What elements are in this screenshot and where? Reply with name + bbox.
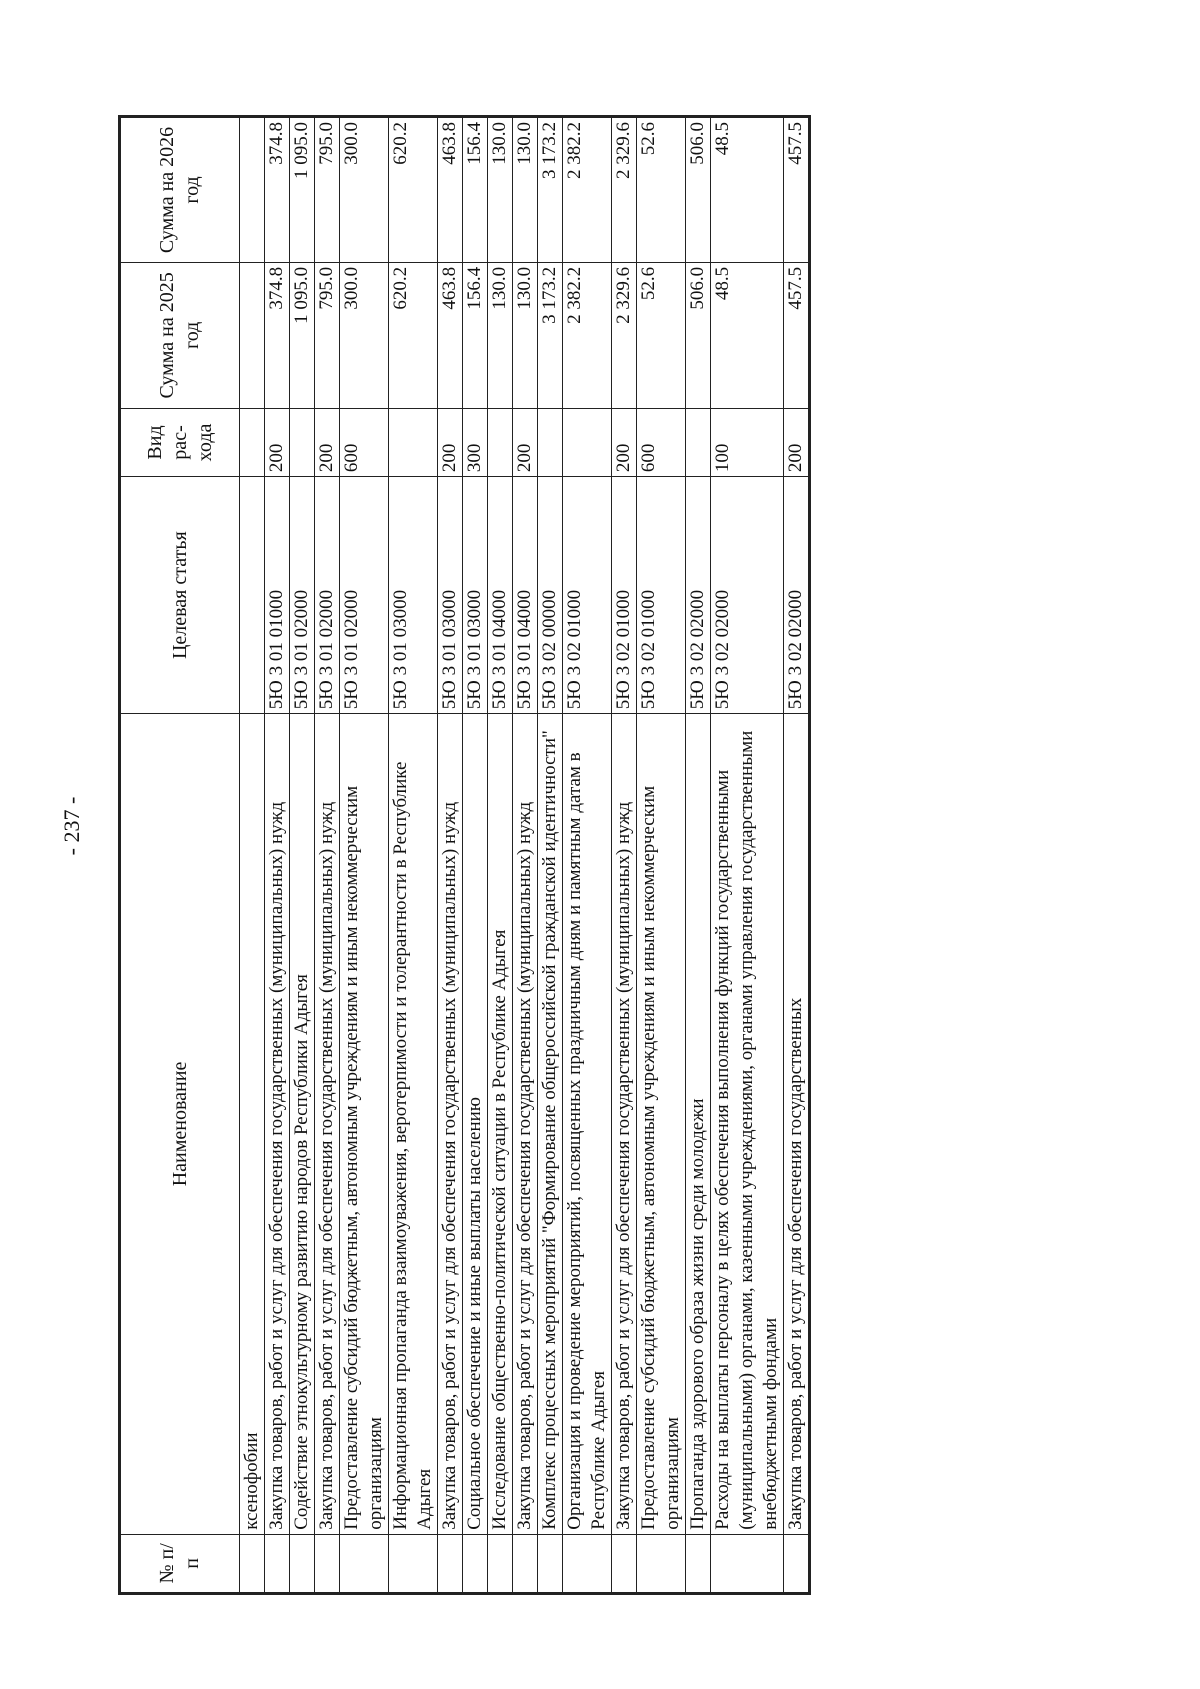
cell-vid: 200 <box>784 408 810 476</box>
table-row <box>438 117 463 1594</box>
cell-name: Расходы на выплаты персоналу в целях обеспечения выполнения функций государственными (муниципальными) органами, казенными учреждениями, органами управления государственными внебюджетными фондами <box>711 714 784 1535</box>
cell-vid: 200 <box>315 408 340 476</box>
cell-sum-2026: 506.0 <box>686 117 711 263</box>
table-row <box>265 117 290 1594</box>
cell-code: 5Ю 3 01 02000 <box>340 477 389 714</box>
cell-vid: 200 <box>612 408 637 476</box>
cell-name: Организация и проведение мероприятий, посвященных праздничным дням и памятным датам в Республике Адыгея <box>563 714 612 1535</box>
cell-no <box>340 1534 389 1593</box>
table-row <box>488 117 513 1594</box>
cell-name: Комплекс процессных мероприятий "Формирование общероссийской гражданской идентичности" <box>538 714 563 1535</box>
cell-sum-2025: 374.8 <box>265 262 290 408</box>
cell-code: 5Ю 3 01 02000 <box>290 477 315 714</box>
table-row <box>784 117 810 1594</box>
cell-vid: 600 <box>340 408 389 476</box>
table-row <box>463 117 488 1594</box>
table-row <box>686 117 711 1594</box>
cell-vid <box>240 408 265 476</box>
cell-no <box>686 1534 711 1593</box>
cell-sum-2025: 3 173.2 <box>538 262 563 408</box>
cell-name: Закупка товаров, работ и услуг для обеспечения государственных (муниципальных) нужд <box>315 714 340 1535</box>
cell-sum-2026: 2 329.6 <box>612 117 637 263</box>
cell-name: Закупка товаров, работ и услуг для обеспечения государственных (муниципальных) нужд <box>265 714 290 1535</box>
cell-no <box>563 1534 612 1593</box>
cell-no <box>784 1534 810 1593</box>
cell-sum-2026: 130.0 <box>513 117 538 263</box>
cell-name: Предоставление субсидий бюджетным, автономным учреждениям и иным некоммерческим организациям <box>637 714 686 1535</box>
table-row <box>513 117 538 1594</box>
table-row <box>637 117 686 1594</box>
cell-name: Содействие этнокультурному развитию народов Республики Адыгея <box>290 714 315 1535</box>
table-row <box>340 117 389 1594</box>
budget-table <box>118 115 811 1595</box>
cell-vid: 100 <box>711 408 784 476</box>
cell-name: Закупка товаров, работ и услуг для обеспечения государственных (муниципальных) нужд <box>612 714 637 1535</box>
cell-vid <box>290 408 315 476</box>
cell-no <box>637 1534 686 1593</box>
cell-sum-2026: 2 382.2 <box>563 117 612 263</box>
cell-sum-2025: 2 329.6 <box>612 262 637 408</box>
table-row <box>612 117 637 1594</box>
cell-sum-2026: 620.2 <box>389 117 438 263</box>
cell-sum-2025: 463.8 <box>438 262 463 408</box>
header-sum-2025: Сумма на 2025 год <box>120 262 240 408</box>
cell-vid <box>538 408 563 476</box>
cell-sum-2026: 156.4 <box>463 117 488 263</box>
cell-sum-2025: 48.5 <box>711 262 784 408</box>
header-vid: Вид рас-хода <box>120 408 240 476</box>
cell-sum-2025: 52.6 <box>637 262 686 408</box>
cell-name: Предоставление субсидий бюджетным, автономным учреждениям и иным некоммерческим организациям <box>340 714 389 1535</box>
cell-vid: 200 <box>513 408 538 476</box>
cell-name: Исследование общественно-политической ситуации в Республике Адыгея <box>488 714 513 1535</box>
cell-vid <box>488 408 513 476</box>
table-header-row <box>120 117 240 1594</box>
cell-no <box>290 1534 315 1593</box>
cell-sum-2025: 457.5 <box>784 262 810 408</box>
cell-no <box>711 1534 784 1593</box>
cell-vid: 200 <box>438 408 463 476</box>
table-row <box>315 117 340 1594</box>
table-row <box>389 117 438 1594</box>
cell-code: 5Ю 3 01 04000 <box>513 477 538 714</box>
cell-code: 5Ю 3 02 02000 <box>686 477 711 714</box>
cell-sum-2026 <box>240 117 265 263</box>
cell-vid <box>686 408 711 476</box>
cell-vid: 600 <box>637 408 686 476</box>
table-row <box>538 117 563 1594</box>
cell-sum-2026: 48.5 <box>711 117 784 263</box>
cell-name: ксенофобии <box>240 714 265 1535</box>
cell-no <box>612 1534 637 1593</box>
budget-table-wrapper <box>118 115 1058 1595</box>
cell-code: 5Ю 3 02 02000 <box>784 477 810 714</box>
cell-sum-2026: 463.8 <box>438 117 463 263</box>
cell-code: 5Ю 3 01 03000 <box>389 477 438 714</box>
cell-sum-2025: 130.0 <box>513 262 538 408</box>
cell-sum-2026: 795.0 <box>315 117 340 263</box>
cell-sum-2025: 795.0 <box>315 262 340 408</box>
cell-vid <box>389 408 438 476</box>
table-row <box>240 117 265 1594</box>
cell-vid <box>563 408 612 476</box>
cell-no <box>488 1534 513 1593</box>
cell-name: Социальное обеспечение и иные выплаты населению <box>463 714 488 1535</box>
cell-no <box>240 1534 265 1593</box>
cell-no <box>463 1534 488 1593</box>
cell-vid: 300 <box>463 408 488 476</box>
cell-sum-2026: 3 173.2 <box>538 117 563 263</box>
cell-sum-2025: 156.4 <box>463 262 488 408</box>
cell-code: 5Ю 3 01 04000 <box>488 477 513 714</box>
cell-code <box>240 477 265 714</box>
header-code: Целевая статья <box>120 477 240 714</box>
cell-no <box>538 1534 563 1593</box>
cell-sum-2026: 52.6 <box>637 117 686 263</box>
cell-sum-2025: 1 095.0 <box>290 262 315 408</box>
header-name: Наименование <box>120 714 240 1535</box>
cell-sum-2025: 620.2 <box>389 262 438 408</box>
cell-sum-2026: 300.0 <box>340 117 389 263</box>
cell-name: Закупка товаров, работ и услуг для обеспечения государственных <box>784 714 810 1535</box>
cell-vid: 200 <box>265 408 290 476</box>
table-row <box>563 117 612 1594</box>
cell-name: Закупка товаров, работ и услуг для обеспечения государственных (муниципальных) нужд <box>438 714 463 1535</box>
cell-no <box>315 1534 340 1593</box>
cell-no <box>438 1534 463 1593</box>
cell-code: 5Ю 3 01 02000 <box>315 477 340 714</box>
cell-no <box>513 1534 538 1593</box>
table-row <box>290 117 315 1594</box>
table-body <box>240 117 810 1594</box>
cell-sum-2025: 2 382.2 <box>563 262 612 408</box>
table-row <box>711 117 784 1594</box>
cell-sum-2026: 1 095.0 <box>290 117 315 263</box>
header-sum-2026: Сумма на 2026 год <box>120 117 240 263</box>
cell-no <box>389 1534 438 1593</box>
cell-sum-2025: 506.0 <box>686 262 711 408</box>
cell-no <box>265 1534 290 1593</box>
cell-sum-2025 <box>240 262 265 408</box>
cell-code: 5Ю 3 02 01000 <box>637 477 686 714</box>
cell-code: 5Ю 3 01 03000 <box>438 477 463 714</box>
page-number: - 237 - <box>59 796 84 856</box>
cell-sum-2025: 300.0 <box>340 262 389 408</box>
cell-code: 5Ю 3 02 01000 <box>563 477 612 714</box>
cell-sum-2025: 130.0 <box>488 262 513 408</box>
header-no: № п/п <box>120 1534 240 1593</box>
cell-name: Пропаганда здорового образа жизни среди молодежи <box>686 714 711 1535</box>
cell-code: 5Ю 3 02 02000 <box>711 477 784 714</box>
cell-name: Закупка товаров, работ и услуг для обеспечения государственных (муниципальных) нужд <box>513 714 538 1535</box>
cell-sum-2026: 374.8 <box>265 117 290 263</box>
cell-name: Информационная пропаганда взаимоуважения, веротерпимости и толерантности в Республике Адыгея <box>389 714 438 1535</box>
cell-sum-2026: 130.0 <box>488 117 513 263</box>
cell-code: 5Ю 3 01 03000 <box>463 477 488 714</box>
cell-sum-2026: 457.5 <box>784 117 810 263</box>
cell-code: 5Ю 3 01 01000 <box>265 477 290 714</box>
cell-code: 5Ю 3 02 01000 <box>612 477 637 714</box>
cell-code: 5Ю 3 02 00000 <box>538 477 563 714</box>
